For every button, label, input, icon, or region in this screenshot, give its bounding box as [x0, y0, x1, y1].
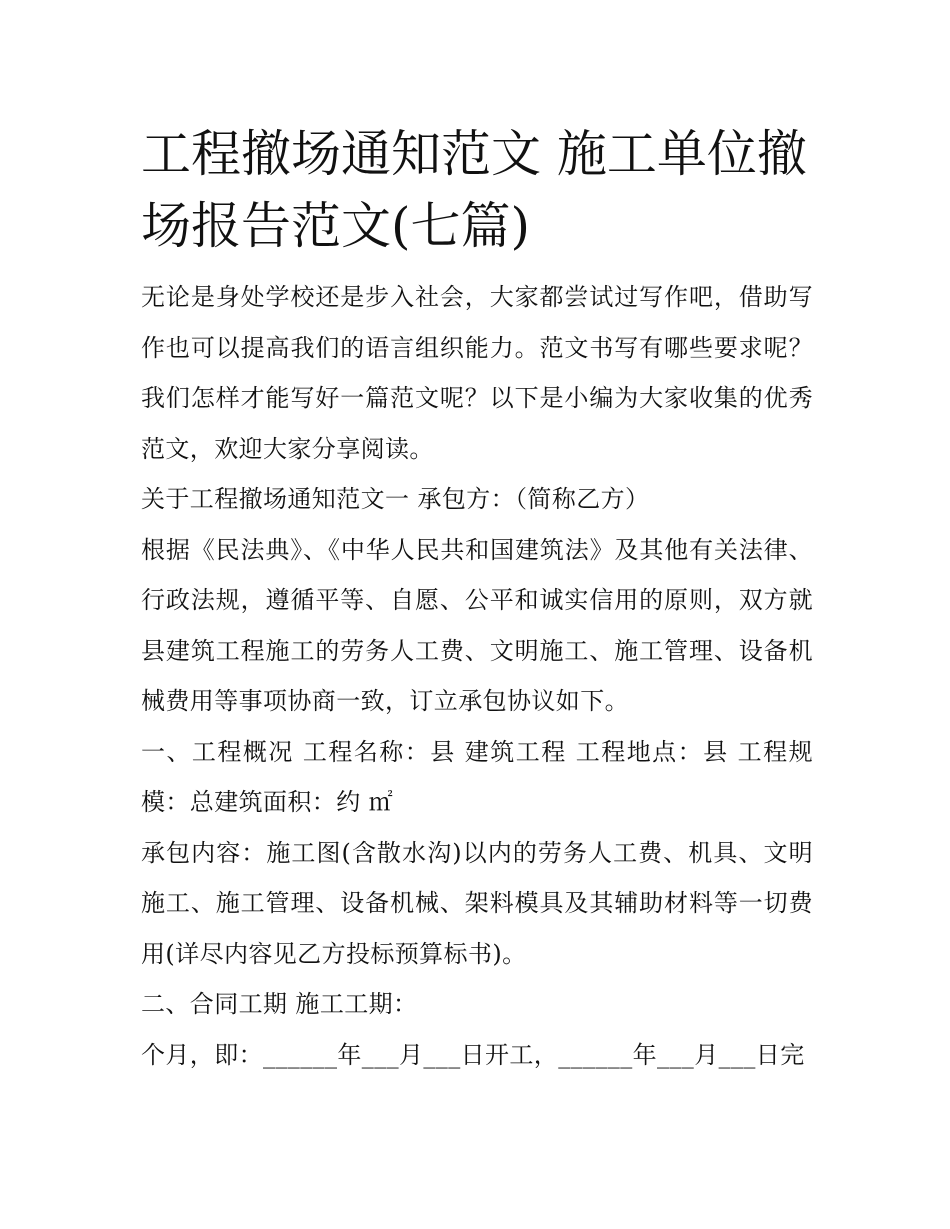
document-page	[141, 118, 813, 1080]
document-title: 工程撤场通知范文 施工单位撤场报告范文(七篇)	[141, 125, 807, 255]
legal-basis-paragraph: 根据《民法典》、《中华人民共和国建筑法》及其他有关法律、行政法规，遵循平等、自愿、公平和诚实信用的原则，双方就县建筑工程施工的劳务人工费、文明施工、施工管理、设备机械费用等事项协商一致，订立承包协议如下。	[141, 535, 813, 715]
intro-paragraph: 无论是身处学校还是步入社会，大家都尝试过写作吧，借助写作也可以提高我们的语言组织能力。范文书写有哪些要求呢？我们怎样才能写好一篇范文呢？以下是小编为大家收集的优秀范文，欢迎大家分享阅读。	[141, 283, 813, 463]
project-overview-paragraph: 一、工程概况 工程名称：县 建筑工程 工程地点：县 工程规模：总建筑面积：约 ㎡	[141, 737, 813, 816]
contract-period-heading: 二、合同工期 施工工期：	[141, 990, 418, 1018]
contract-scope-paragraph: 承包内容：施工图(含散水沟)以内的劳务人工费、机具、文明施工、施工管理、设备机械、架料模具及其辅助材料等一切费用(详尽内容见乙方投标预算标书)。	[141, 838, 813, 968]
section-heading-one: 关于工程撤场通知范文一 承包方：（简称乙方）	[141, 485, 650, 513]
contract-period-paragraph: 个月，即：______年___月___日开工，______年___月___日完	[141, 1040, 805, 1069]
